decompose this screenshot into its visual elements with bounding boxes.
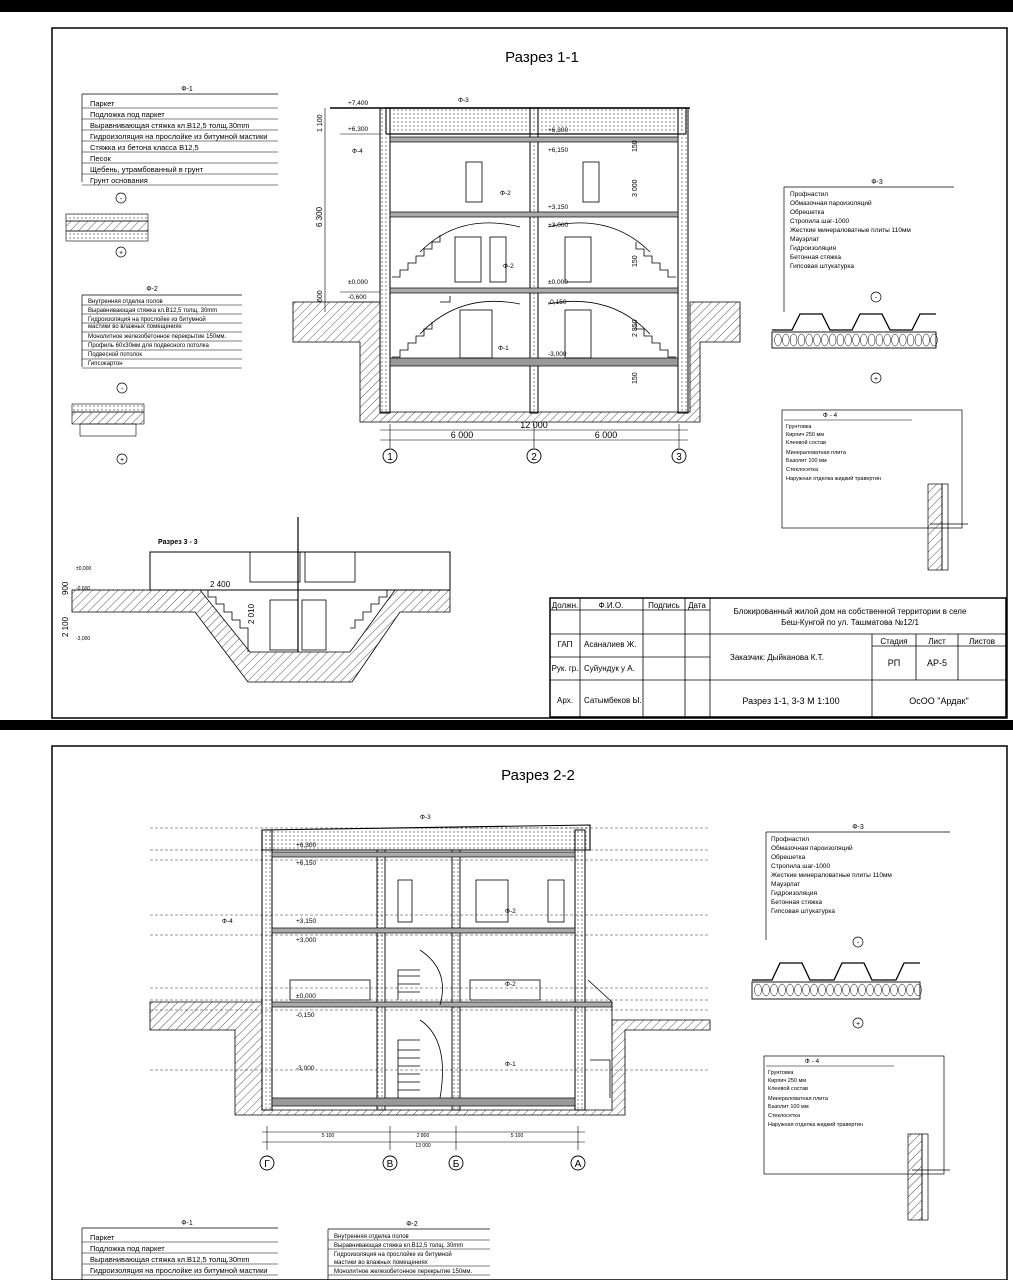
insulation-mark [843, 984, 850, 996]
s2-legend-f4-layer-3: Клеевой состав [768, 1086, 809, 1092]
stamp-role-group: Рук. гр. [551, 664, 579, 673]
legend-f2-layer-3: Гидроизоляция на прослойке из битумной [88, 317, 206, 323]
section-3-3-title: Разрез 3 - 3 [158, 539, 198, 546]
level-minus-0150: -0,150 [548, 299, 567, 306]
level-zero-mid: ±0,000 [548, 279, 568, 286]
insulation-mark [811, 984, 818, 996]
s2-legend-f1-layer-1: Паркет [90, 1233, 115, 1242]
level-minus-0600: -0,600 [348, 294, 367, 301]
s2-legend-f3-layer-6: Мауэрлат [771, 881, 801, 888]
legend-f3-layer-4: Стропила шаг-1000 [790, 218, 850, 225]
f1-plus-label: + [118, 250, 124, 257]
stamp-name-gap: Асаналиев Ж. [584, 640, 637, 649]
f1-minus-label: - [119, 196, 123, 203]
s2-legend-f1-layer-4: Гидроизоляция на прослойке из битумной мастики [90, 1266, 268, 1275]
s2-tag-f2-upper: Ф-2 [505, 908, 516, 915]
insulation-mark [860, 334, 867, 346]
legend-f4-layer-2: Кирпич 250 мм [786, 432, 825, 438]
s2-legend-f2-layer-3: Гидроизоляция на прослойке из битумной [334, 1252, 452, 1258]
s2-legend-f4-layer-1: Грунтовка [768, 1070, 794, 1076]
legend-f2-layer-5: Монолитное железобетонное перекрытие 150мм. [88, 334, 227, 340]
legend-f3 [772, 179, 954, 383]
s2-f3-minus-label: - [856, 940, 860, 947]
legend-f1-layer-3: Выравнивающая стяжка кл.В12,5 толщ.30mm [90, 121, 250, 130]
insulation-mark [829, 334, 836, 346]
s2-tag-f2-lower: Ф-2 [505, 981, 516, 988]
dim-150-c: 150 [632, 372, 639, 384]
s2-legend-f1-layer-2: Подложка под паркет [90, 1244, 165, 1253]
s2-legend-f4-layer-4: Минераловатная плита [768, 1096, 828, 1102]
legend-f2-layer-7: Подвесной потолок [88, 352, 143, 358]
s2-level-plus-6300: +6,300 [296, 842, 317, 849]
legend-f2-layer-1: Внутренняя отделка полов [88, 299, 163, 305]
section-1-1-drawing [293, 97, 740, 463]
s2-level-minus-3000: -3,000 [296, 1065, 315, 1072]
insulation-mark [884, 334, 891, 346]
legend-f4-layer-4: Минераловатная плита [786, 450, 846, 456]
level-plus-7400: +7,400 [348, 100, 369, 107]
legend-f1 [66, 86, 278, 257]
legend-f4-label: Ф - 4 [822, 412, 838, 419]
legend-f1-layer-5: Стяжка из бетона класса В12,5 [90, 143, 199, 152]
stamp-header-signature: Подпись [648, 601, 680, 610]
s2-legend-f1 [82, 1220, 278, 1280]
legend-f3-layer-8: Бетонная стяжка [790, 254, 842, 261]
stamp-sheets-label: Листов [969, 637, 995, 646]
s2-legend-f3-layer-8: Бетонная стяжка [771, 899, 823, 906]
s2-f3-plus-label: + [855, 1021, 861, 1028]
insulation-mark [851, 984, 858, 996]
stamp-header-date: Дата [688, 601, 706, 610]
tag-f3: Ф-3 [458, 97, 469, 104]
insulation-mark [876, 334, 883, 346]
legend-f1-layer-7: Щебень, утрамбованный в грунт [90, 165, 204, 174]
legend-f4-layer-6: Стеклосетка [786, 467, 819, 473]
dim-150-b: 150 [632, 255, 639, 267]
s2-legend-f2 [328, 1221, 490, 1280]
s2-level-plus-6150: +6,150 [296, 860, 317, 867]
level-plus-6300-mid: +6,300 [548, 127, 569, 134]
axis-a-label: А [574, 1159, 582, 1170]
s2-legend-f4-layer-5: Базолит 100 мм [768, 1104, 809, 1110]
insulation-mark [779, 984, 786, 996]
sheet2-drawing [0, 730, 1013, 1280]
level-plus-6300-left: +6,300 [348, 126, 369, 133]
insulation-mark [845, 334, 852, 346]
insulation-mark [907, 334, 914, 346]
dim-6300: 6 300 [315, 206, 324, 227]
s33-dim-2100: 2 100 [61, 616, 70, 637]
legend-f3-layer-5: Жесткие минераловатные плиты 110мм [790, 227, 911, 234]
insulation-mark [814, 334, 821, 346]
s2-legend-f2-label: Ф-2 [406, 1221, 418, 1228]
legend-f4-layer-1: Грунтовка [786, 424, 812, 430]
s2-dim-2800: 2 800 [416, 1133, 430, 1139]
s2-legend-f3-layer-2: Обмазочная пароизоляций [771, 845, 853, 852]
insulation-mark [915, 334, 922, 346]
stamp-sheet-label: Лист [928, 637, 946, 646]
legend-f2-layer-4: мастики во влажных помещениях [88, 324, 182, 330]
tag-f1: Ф-1 [498, 345, 509, 352]
stamp-project-line1: Блокированный жилой дом на собственной территории в селе [733, 607, 967, 616]
s33-level-zero: ±0,000 [76, 566, 92, 572]
dim-3000: 3 000 [632, 179, 639, 197]
s2-level-zero: ±0,000 [296, 993, 316, 1000]
insulation-mark [803, 984, 810, 996]
axis-2-label: 2 [531, 452, 537, 463]
legend-f2-layer-6: Профиль 60х30мм для подвесного потолка [88, 343, 209, 349]
insulation-mark [867, 984, 874, 996]
insulation-mark [790, 334, 797, 346]
insulation-mark [875, 984, 882, 996]
legend-f4-layer-5: Базолит 100 мм [786, 458, 827, 464]
level-minus-3000: -3,000 [548, 351, 567, 358]
s2-legend-f4-layer-2: Кирпич 250 мм [768, 1078, 807, 1084]
level-zero-left: ±0,000 [348, 279, 368, 286]
s33-dim-2010: 2 010 [247, 603, 256, 624]
insulation-mark [923, 334, 930, 346]
insulation-mark [891, 984, 898, 996]
s2-legend-f2-layer-2: Выравнивающая стяжка кл.В12,5 толщ. 30mm [334, 1243, 464, 1249]
s2-legend-f4 [764, 1056, 950, 1220]
s2-tag-f3: Ф-3 [420, 814, 431, 821]
s2-legend-f3-layer-1: Профнастил [771, 836, 810, 843]
s2-legend-f3-layer-7: Гидроизоляция [771, 890, 818, 897]
insulation-mark [859, 984, 866, 996]
legend-f4-layer-7: Наружная отделка жидкий травертин [786, 476, 881, 482]
stamp-name-arch: Сатымбеков Ы. [584, 696, 642, 705]
legend-f1-layer-2: Подложка под паркет [90, 110, 165, 119]
sheet2-title: Разрез 2-2 [501, 767, 575, 784]
legend-f3-layer-6: Мауэрлат [790, 236, 820, 243]
s2-dim-5100-right: 5 100 [510, 1133, 524, 1139]
s2-legend-f3-layer-4: Стропила шаг-1000 [771, 863, 831, 870]
insulation-mark [806, 334, 813, 346]
dim-6000-right: 6 000 [594, 430, 618, 440]
s2-legend-f4-label: Ф - 4 [804, 1058, 820, 1065]
insulation-mark [795, 984, 802, 996]
dim-2850: 2 850 [632, 319, 639, 337]
insulation-mark [907, 984, 914, 996]
insulation-mark [763, 984, 770, 996]
s2-tag-f4: Ф-4 [222, 918, 233, 925]
tag-f4: Ф-4 [352, 148, 363, 155]
level-plus-6150: +6,150 [548, 147, 569, 154]
f3-plus-label: + [873, 376, 879, 383]
s33-level-minus-0600: -0,600 [76, 586, 91, 592]
s33-dim-900: 900 [61, 581, 70, 595]
insulation-mark [755, 984, 762, 996]
s2-level-minus-0150: -0,150 [296, 1012, 315, 1019]
legend-f2-layer-2: Выравнивающая стяжка кл.В12,5 толщ. 30mm [88, 308, 218, 314]
stamp-drawing-name: Разрез 1-1, 3-3 М 1:100 [742, 696, 840, 706]
dim-150-a: 150 [632, 140, 639, 152]
insulation-mark [775, 334, 782, 346]
legend-f2-label: Ф-2 [146, 286, 158, 293]
insulation-mark [787, 984, 794, 996]
stamp-customer: Заказчик: Дыйканова К.Т. [730, 653, 824, 662]
legend-f4-layer-3: Клеевой состав [786, 440, 827, 446]
stamp-stage: РП [887, 658, 901, 668]
s2-legend-f3-layer-5: Жесткие минераловатные плиты 110мм [771, 872, 892, 879]
tag-f2-upper: Ф-2 [500, 190, 511, 197]
s2-legend-f2-layer-5: Монолитное железобетонное перекрытие 150мм. [334, 1269, 473, 1275]
stamp-header-name: Ф.И.О. [598, 601, 624, 610]
s2-level-plus-3150: +3,150 [296, 918, 317, 925]
stamp-project-line2: Беш-Кунгой по ул. Ташматова №12/1 [781, 618, 919, 627]
f2-plus-label: + [119, 457, 125, 464]
legend-f2 [72, 286, 242, 464]
insulation-mark [782, 334, 789, 346]
stamp-role-gap: ГАП [557, 640, 573, 649]
s2-legend-f3-layer-3: Обрешетка [771, 854, 806, 861]
axis-b-label: Б [452, 1159, 460, 1170]
insulation-mark [821, 334, 828, 346]
drawing-sheet-section-2-2 [0, 730, 1013, 1280]
dim-600: 600 [317, 290, 324, 302]
dim-6000-left: 6 000 [450, 430, 474, 440]
insulation-mark [853, 334, 860, 346]
s2-legend-f1-label: Ф-1 [181, 1220, 193, 1227]
sheet1-title: Разрез 1-1 [505, 49, 579, 66]
s2-legend-f2-layer-4: мастики во влажных помещениях [334, 1260, 428, 1266]
axis-v-label: В [386, 1159, 394, 1170]
f2-minus-label: - [120, 386, 124, 393]
stamp-stage-label: Стадия [880, 637, 908, 646]
stamp-company: ОсОО "Ардак" [909, 696, 969, 706]
insulation-mark [883, 984, 890, 996]
s2-dim-5100-left: 5 100 [321, 1133, 335, 1139]
insulation-mark [837, 334, 844, 346]
s2-legend-f3-label: Ф-3 [852, 824, 864, 831]
legend-f3-layer-7: Гидроизоляция [790, 245, 837, 252]
legend-f1-layer-4: Гидроизоляция на прослойке из битумной мастики [90, 132, 268, 141]
legend-f3-layer-9: Гипсовая штукатурка [790, 263, 854, 270]
s33-level-minus-3000: -3,000 [76, 636, 91, 642]
insulation-mark [827, 984, 834, 996]
insulation-mark [868, 334, 875, 346]
legend-f1-layer-8: Грунт основания [90, 176, 148, 185]
insulation-mark [899, 334, 906, 346]
f3-minus-label: - [874, 295, 878, 302]
s2-legend-f3 [752, 824, 950, 1028]
stamp-name-group: Суйундук у А. [584, 664, 635, 673]
section-2-2-drawing [150, 814, 710, 1170]
insulation-mark [819, 984, 826, 996]
s2-tag-f1: Ф-1 [505, 1061, 516, 1068]
axis-3-label: 3 [676, 452, 682, 463]
s33-dim-2400: 2 400 [210, 580, 231, 589]
legend-f4 [782, 410, 968, 570]
level-plus-3000: +3,000 [548, 222, 569, 229]
legend-f1-label: Ф-1 [181, 86, 193, 93]
s2-dim-13000: 13 000 [415, 1143, 431, 1149]
s2-legend-f4-layer-6: Стеклосетка [768, 1113, 801, 1119]
legend-f1-layer-6: Песок [90, 154, 111, 163]
legend-f1-layer-1: Паркет [90, 99, 115, 108]
sheet1-drawing [0, 12, 1013, 720]
stamp-role-arch: Арх. [557, 696, 573, 705]
s2-legend-f4-layer-7: Наружная отделка жидкий травертин [768, 1122, 863, 1128]
tag-f2-lower: Ф-2 [503, 263, 514, 270]
dim-1100: 1 100 [317, 114, 324, 132]
insulation-mark [899, 984, 906, 996]
drawing-sheet-section-1-1 [0, 12, 1013, 720]
s2-legend-f1-layer-3: Выравнивающая стяжка кл.В12,5 толщ.30mm [90, 1255, 250, 1264]
level-plus-3150: +3,150 [548, 204, 569, 211]
axis-g-label: Г [264, 1159, 270, 1170]
legend-f3-layer-1: Профнастил [790, 191, 829, 198]
section-3-3-drawing [61, 517, 450, 682]
insulation-mark [798, 334, 805, 346]
stamp-header-role: Должн. [551, 601, 579, 610]
stamp-sheet: АР-5 [926, 658, 948, 668]
legend-f3-label: Ф-3 [871, 179, 883, 186]
axis-1-label: 1 [387, 452, 393, 463]
legend-f2-layer-8: Гипсокартон [88, 361, 123, 367]
insulation-mark [835, 984, 842, 996]
title-block [550, 598, 1006, 717]
insulation-mark [915, 984, 922, 996]
insulation-mark [771, 984, 778, 996]
s2-legend-f3-layer-9: Гипсовая штукатурка [771, 908, 835, 915]
s2-legend-f2-layer-1: Внутренняя отделка полов [334, 1234, 409, 1240]
dim-12000: 12 000 [520, 420, 548, 430]
legend-f3-layer-2: Обмазочная пароизоляций [790, 200, 872, 207]
s2-level-plus-3000: +3,000 [296, 937, 317, 944]
insulation-mark [892, 334, 899, 346]
legend-f3-layer-3: Обрешетка [790, 209, 825, 216]
